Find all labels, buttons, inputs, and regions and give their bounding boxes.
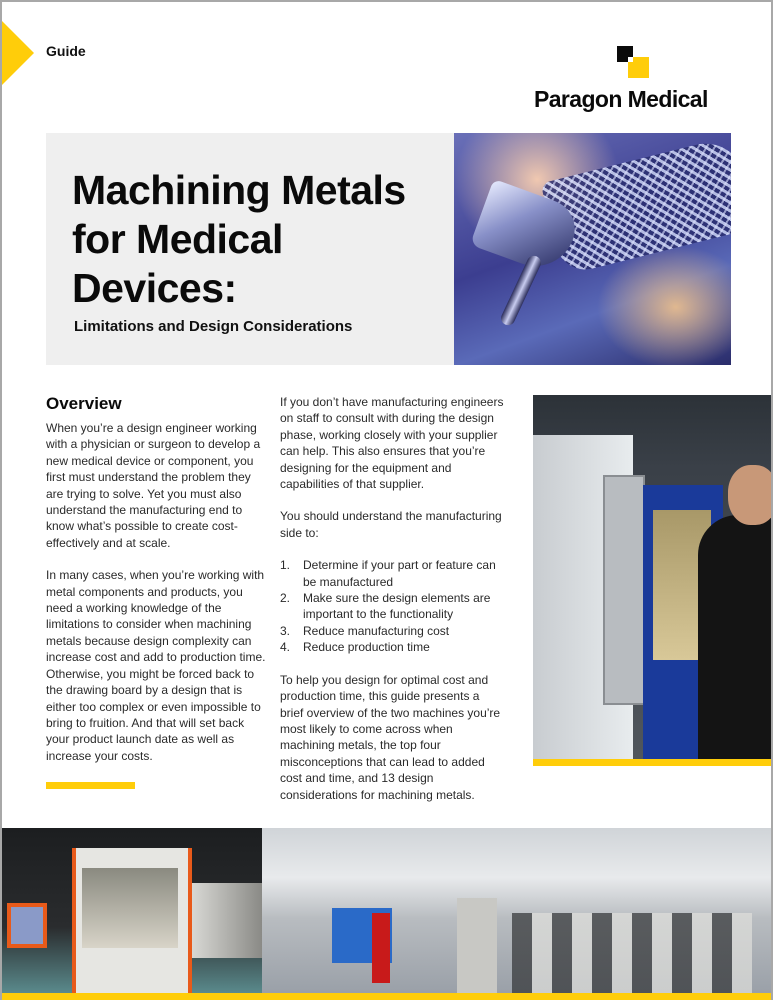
closing-paragraph: To help you design for optimal cost and production time, this guide presents a brief overview of the two machines you’re most likely to come across when machining metals, the top four misconceptions that can lead to added cost and time, and 13 design considerations for machining metals. — [280, 672, 501, 802]
list-item: 1. Determine if your part or feature can be manufactured — [280, 558, 496, 589]
machine-window-shape — [82, 868, 178, 948]
side-photo-technician — [533, 395, 773, 759]
list-item: 2. Make sure the design elements are important to the functionality — [280, 591, 491, 622]
yellow-divider — [46, 782, 135, 789]
intro-paragraph: If you don’t have manufacturing engineers on staff to consult with during the design phase, working closely with your supplier can help. This also ensures that you’re designing for the equipment and capabilities of that supplier. — [280, 395, 504, 492]
doc-type-label: Guide — [46, 43, 86, 59]
page-title — [72, 166, 406, 313]
control-screen-shape — [7, 903, 47, 948]
machines-row-shape — [512, 913, 752, 993]
aisle-shape — [457, 898, 497, 993]
list-item: 4. Reduce production time — [280, 640, 430, 655]
overview-heading: Overview — [46, 394, 122, 413]
corner-triangle-icon — [2, 21, 34, 85]
overview-paragraph-1: When you’re a design engineer working with a physician or surgeon to develop a new medical device or component, you first must understand the problem they are trying to solve. Yet you must also understand the manufacturing end to know what’s possible to create cost-effectively and at scale. — [46, 421, 261, 550]
title-line-1: Machining Metals — [72, 167, 406, 213]
hero-panel — [46, 133, 456, 365]
column-manufacturing — [280, 394, 505, 819]
device-mesh-crosshatch — [540, 135, 731, 276]
device-pin-shape — [499, 254, 543, 328]
overview-paragraph-2: In many cases, when you’re working with metal components and products, you need a working knowledge of the limitations to consider when machining metals because design complexity can increase cost and add to production time. Otherwise, you might be forced back to the drawing board by a design that is either too complex or even impossible to bring to fruition. And that will set back your product launch date as well as increase your costs. — [46, 568, 266, 763]
page-subtitle: Limitations and Design Considerations — [74, 318, 353, 335]
bottom-photo-machines — [2, 828, 262, 993]
list-lead: You should understand the manufacturing side to: — [280, 509, 502, 540]
brand-name: Paragon Medical — [534, 86, 708, 112]
machine-row-shape — [192, 883, 262, 958]
bottom-yellow-bar — [2, 993, 773, 1000]
title-line-2: for Medical — [72, 216, 283, 262]
column-overview — [46, 394, 268, 780]
list-item: 3. Reduce manufacturing cost — [280, 623, 450, 638]
goals-list — [280, 557, 505, 655]
control-panel-shape — [603, 475, 645, 705]
side-photo-yellow-bar — [533, 759, 773, 766]
technician-head-shape — [728, 465, 773, 525]
title-line-3: Devices: — [72, 265, 237, 311]
logo-white-overlap — [628, 57, 633, 62]
technician-shape — [698, 515, 773, 759]
brand-logo — [534, 46, 734, 116]
red-tank-shape — [372, 913, 390, 983]
bottom-photo-factory-floor — [262, 828, 773, 993]
paragon-square-mark-icon — [617, 46, 649, 78]
hero-image — [454, 133, 731, 365]
